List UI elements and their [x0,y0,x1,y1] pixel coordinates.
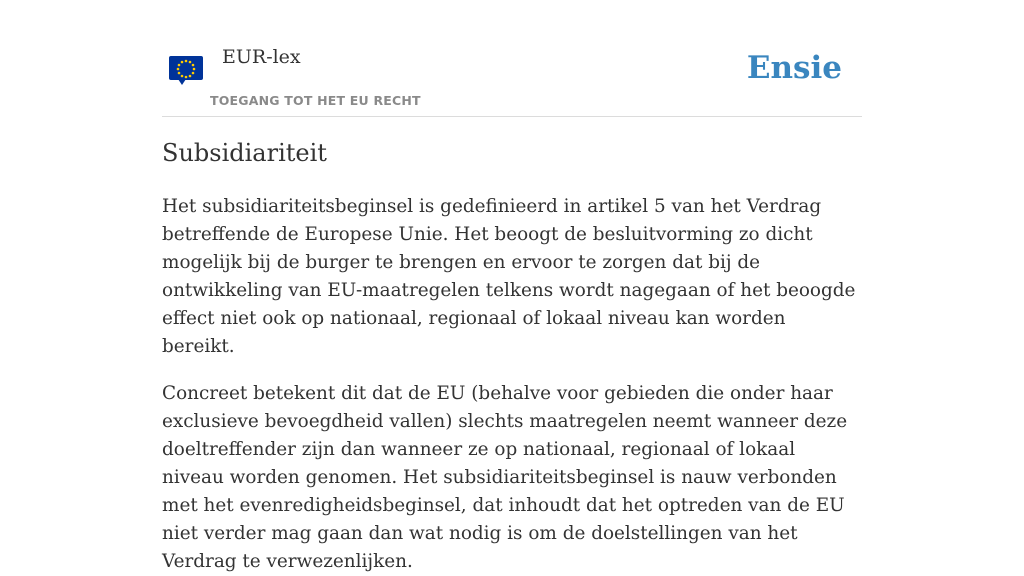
article-title: Subsidiariteit [162,139,327,167]
brand-logo[interactable]: Ensie [746,50,842,86]
site-tagline: TOEGANG TOT HET EU RECHT [210,93,421,108]
article-paragraph: Het subsidiariteitsbeginsel is gedefinieerd in artikel 5 van het Verdrag betreffende de Europese Unie. Het beoogt de besluitvorming zo dicht mogelijk bij de burger te brengen en ervoor te zorgen dat bij de ontwikkeling van EU-maatregelen telkens wordt nagegaan of het beoogde effect niet ook op nationaal, regionaal of lokaal niveau kan worden bereikt. [162,196,856,357]
header [162,0,862,117]
eu-flag-speech-bubble-icon[interactable] [168,55,204,87]
article-paragraph: Concreet betekent dit dat de EU (behalve voor gebieden die onder haar exclusieve bevoegdheid vallen) slechts maatregelen neemt wanneer deze doeltreffender zijn dan wanneer ze op nationaal, regionaal of lokaal niveau worden genomen. Het subsidiariteitsbeginsel is nauw verbonden met het evenredigheidsbeginsel, dat inhoudt dat het optreden van de EU niet verder mag gaan dan wat nodig is om de doelstellingen van het Verdrag te verwezenlijken. [162,383,848,572]
eu-flag-svg [168,55,204,87]
site-name[interactable]: EUR-lex [222,46,301,68]
page [162,0,862,576]
